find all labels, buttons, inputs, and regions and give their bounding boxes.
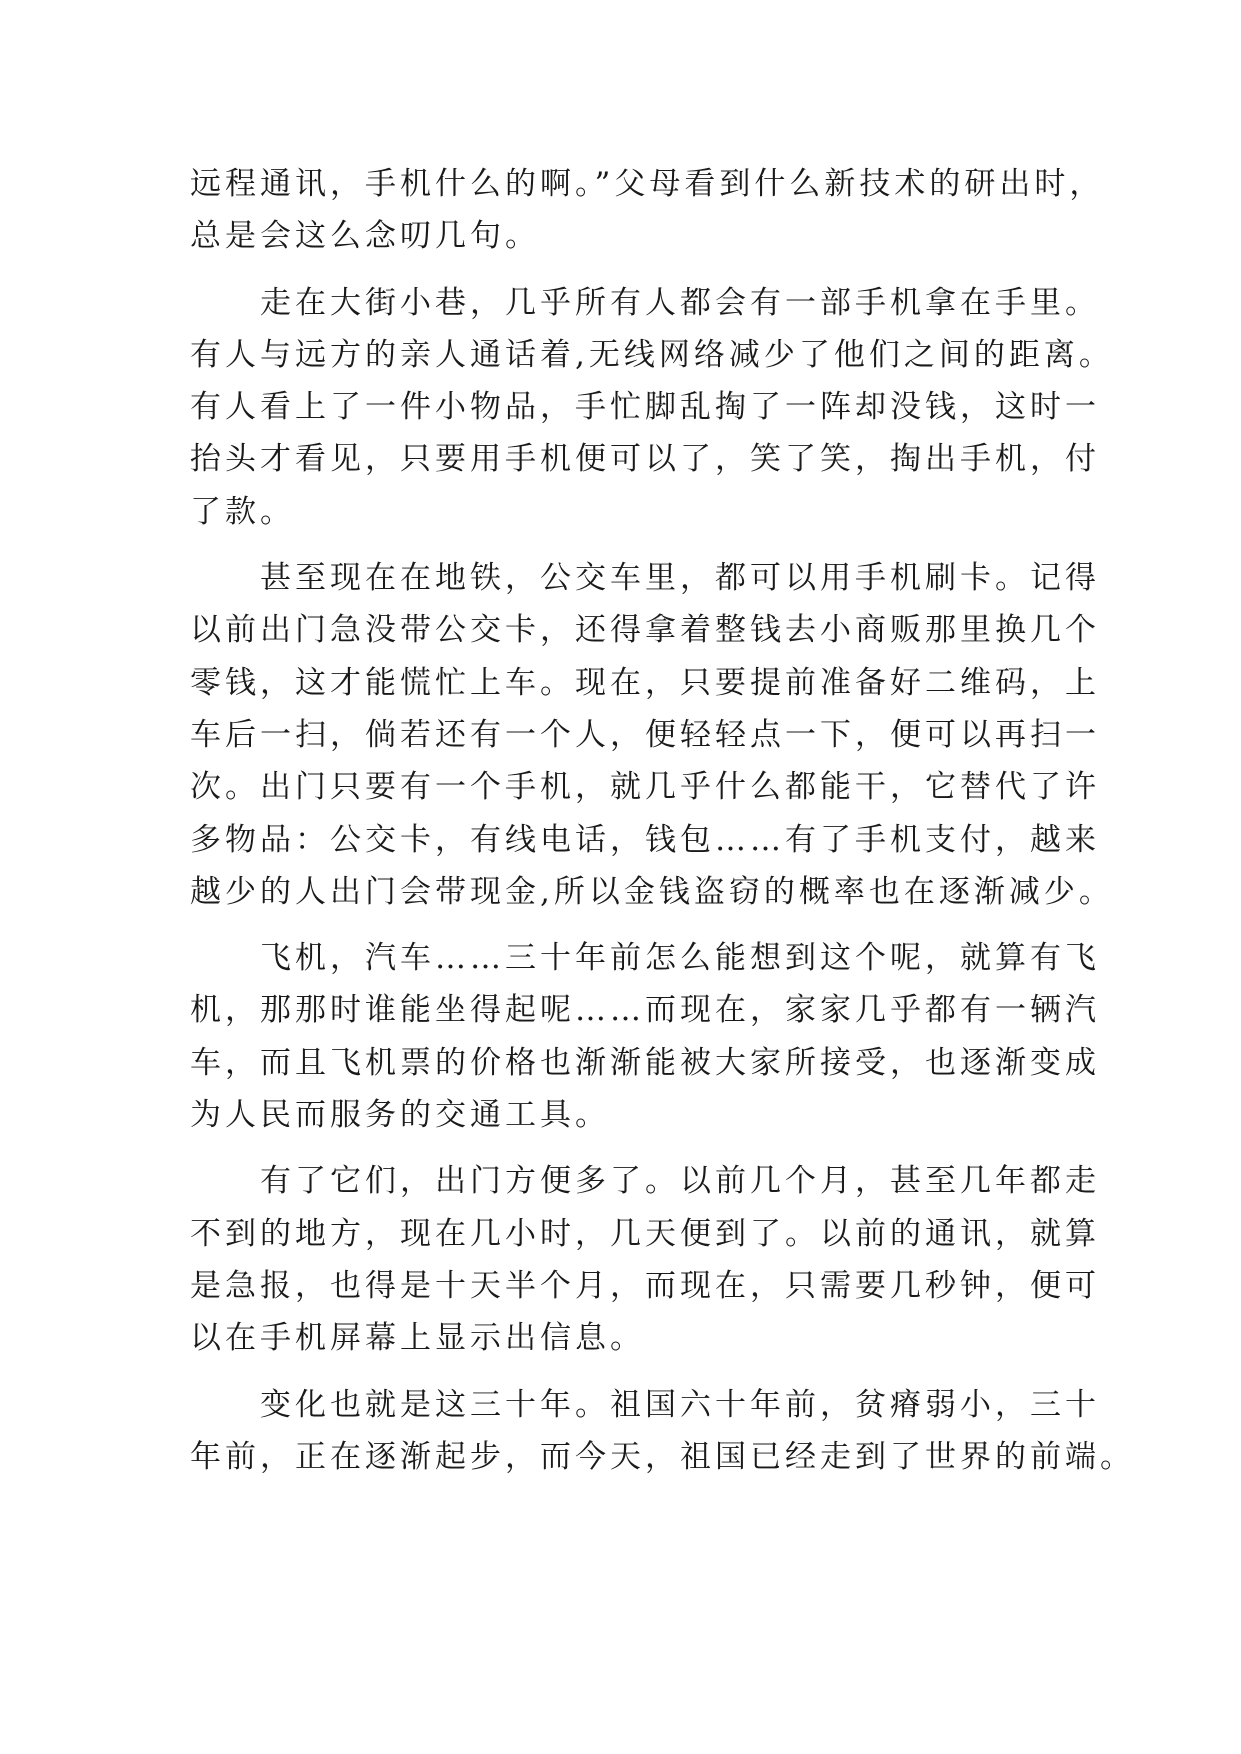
text-line: 变化也就是这三十年。祖国六十年前，贫瘠弱小，三十 [260, 1386, 1100, 1423]
document-body [190, 158, 1135, 1483]
paragraph [190, 932, 1100, 1141]
text-line: 远程通讯，手机什么的啊。”父母看到什么新技术的研出时， [190, 166, 1105, 202]
paragraph [190, 277, 1114, 538]
text-line: 不到的地方，现在几小时，几天便到了。以前的通讯，就算 [190, 1215, 1100, 1252]
text-line: 车后一扫，倘若还有一个人，便轻轻点一下，便可以再扫一 [190, 716, 1100, 753]
paragraph [190, 1379, 1135, 1484]
text-line: 有人看上了一件小物品，手忙脚乱掏了一阵却没钱，这时一 [190, 389, 1100, 426]
text-line: 抬头才看见，只要用手机便可以了，笑了笑，掏出手机，付 [190, 441, 1100, 478]
paragraph [190, 158, 1105, 263]
text-line: 机，那那时谁能坐得起呢……而现在，家家几乎都有一辆汽 [190, 992, 1100, 1029]
text-line: 走在大街小巷，几乎所有人都会有一部手机拿在手里。 [260, 284, 1100, 321]
text-line: 年前，正在逐渐起步，而今天，祖国已经走到了世界的前端。 [190, 1438, 1135, 1475]
text-line: 车，而且飞机票的价格也渐渐能被大家所接受，也逐渐变成 [190, 1044, 1100, 1081]
text-line: 了款。 [190, 493, 295, 530]
text-line: 飞机，汽车……三十年前怎么能想到这个呢，就算有飞 [260, 940, 1100, 977]
text-line: 以前出门急没带公交卡，还得拿着整钱去小商贩那里换几个 [190, 612, 1100, 649]
text-line: 有了它们，出门方便多了。以前几个月，甚至几年都走 [260, 1163, 1100, 1200]
text-line: 总是会这么念叨几句。 [190, 218, 540, 255]
text-line: 越少的人出门会带现金,所以金钱盗窃的概率也在逐渐减少。 [190, 873, 1114, 910]
text-line: 以在手机屏幕上显示出信息。 [190, 1320, 645, 1357]
text-line: 多物品：公交卡，有线电话，钱包……有了手机支付，越来 [190, 821, 1100, 858]
text-line: 有人与远方的亲人通话着,无线网络减少了他们之间的距离。 [190, 336, 1114, 373]
text-line: 为人民而服务的交通工具。 [190, 1097, 610, 1134]
text-line: 零钱，这才能慌忙上车。现在，只要提前准备好二维码，上 [190, 664, 1100, 701]
text-line: 次。出门只要有一个手机，就几乎什么都能干，它替代了许 [190, 769, 1100, 806]
text-line: 甚至现在在地铁，公交车里，都可以用手机刷卡。记得 [260, 560, 1100, 597]
paragraph [190, 552, 1114, 918]
text-line: 是急报，也得是十天半个月，而现在，只需要几秒钟，便可 [190, 1267, 1100, 1304]
paragraph [190, 1155, 1100, 1364]
